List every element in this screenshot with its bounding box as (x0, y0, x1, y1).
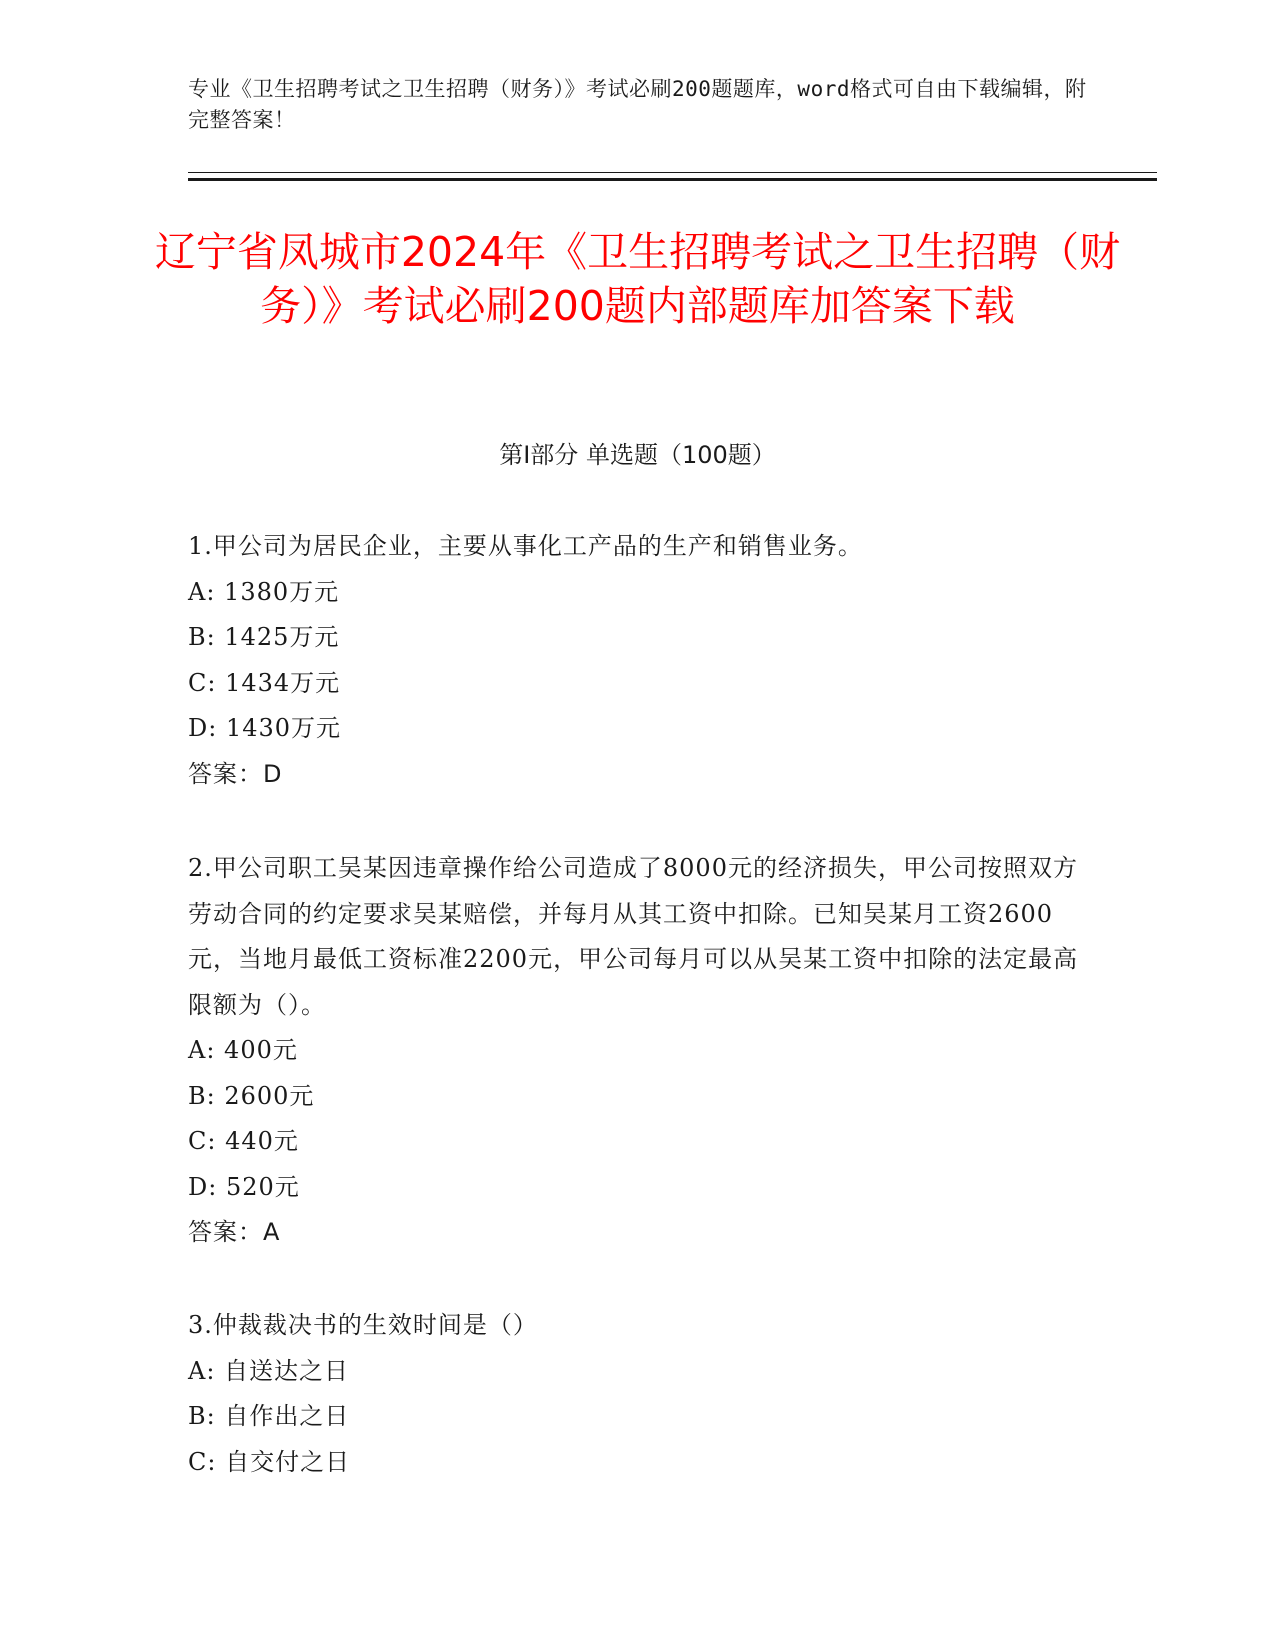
option-d: D: 1430万元 (188, 714, 342, 742)
question-1 (188, 524, 1088, 797)
answer: 答案：A (188, 1218, 281, 1246)
option-c: C: 440元 (188, 1127, 299, 1155)
option-a: A: 自送达之日 (188, 1356, 350, 1385)
option-a: A: 1380万元 (188, 577, 340, 606)
document-title: 辽宁省凤城市2024年《卫生招聘考试之卫生招聘（财务）》考试必刷200题内部题库加答案下载 (154, 228, 1121, 330)
option-c: C: 1434万元 (188, 668, 341, 697)
question-stem: 1.甲公司为居民企业，主要从事化工产品的生产和销售业务。 (188, 532, 863, 560)
option-d: D: 520元 (188, 1172, 300, 1201)
section-heading: 第I部分 单选题（100题） (499, 441, 776, 469)
question-2 (188, 846, 1088, 1256)
header-rule-thick (188, 178, 1157, 181)
option-a: A: 400元 (188, 1036, 298, 1064)
answer: 答案：D (188, 759, 283, 788)
header-note: 专业《卫生招聘考试之卫生招聘（财务）》考试必刷200题题库，word格式可自由下载编辑，附完整答案！ (188, 77, 1087, 132)
question-stem: 2.甲公司职工吴某因违章操作给公司造成了8000元的经济损失，甲公司按照双方劳动合同的约定要求吴某赔偿，并每月从其工资中扣除。已知吴某月工资2600元，当地月最低工资标准2200元，甲公司每月可以从吴某工资中扣除的法定最高限额为（）。 (188, 854, 1079, 1019)
option-b: B: 2600元 (188, 1081, 315, 1110)
option-b: B: 自作出之日 (188, 1402, 350, 1430)
option-b: B: 1425万元 (188, 623, 340, 651)
header-rule-thin (188, 172, 1157, 173)
option-c: C: 自交付之日 (188, 1447, 351, 1476)
question-3 (188, 1303, 1088, 1485)
question-stem: 3.仲裁裁决书的生效时间是（） (188, 1311, 538, 1339)
